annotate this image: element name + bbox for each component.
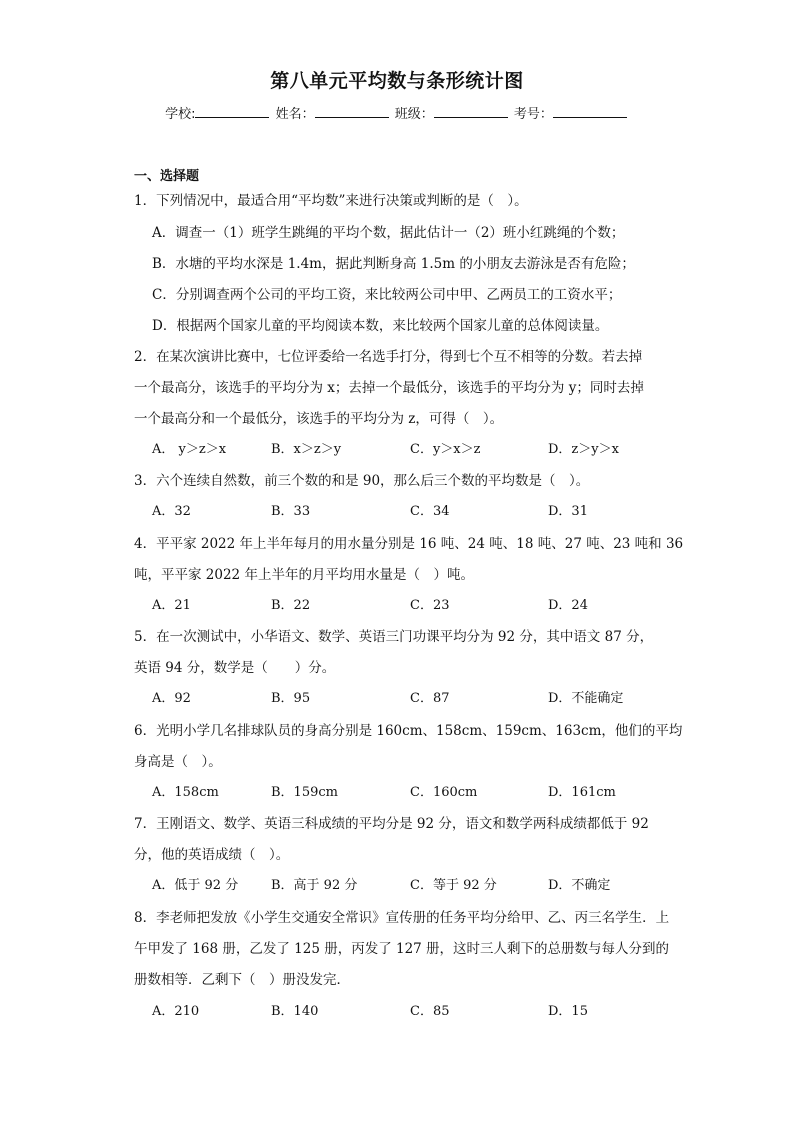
q6-option-c: C．160cm [410,785,478,800]
q5-option-d: D．不能确定 [548,691,624,706]
q8-option-b: B．140 [271,1004,319,1019]
q8-stem-line-1: 8．李老师把发放《小学生交通安全常识》宣传册的任务平均分给甲、乙、丙三名学生．上 [134,910,670,926]
school-blank [195,105,269,118]
q7-option-d: D．不确定 [548,878,611,893]
q2-option-d: D．z＞y＞x [548,442,619,457]
page-title: 第八单元平均数与条形统计图 [270,70,524,92]
q5-option-a: A．92 [152,691,191,706]
q6-option-a: A．158cm [152,785,219,800]
student-info-row [0,103,794,122]
name-blank [315,105,389,118]
q6-option-d: D．161cm [548,785,616,800]
q5-option-c: C．87 [410,691,450,706]
q4-stem-line-2: 吨，平平家 2022 年上半年的月平均用水量是（ ）吨。 [134,567,474,583]
q7-stem-line-2: 分，他的英语成绩（ ）。 [134,847,290,863]
q1-option-a: A．调查一（1）班学生跳绳的平均个数，据此估计一（2）班小红跳绳的个数； [152,225,625,241]
q7-option-c: C．等于 92 分 [410,878,497,893]
q8-stem-line-2: 午甲发了 168 册，乙发了 125 册，丙发了 127 册，这时三人剩下的总册数与每人分到的 [134,941,670,957]
q2-stem-line-1: 2．在某次演讲比赛中，七位评委给一名选手打分，得到七个互不相等的分数。若去掉 [134,349,643,365]
class-blank [434,105,508,118]
q5-stem-line-1: 5．在一次测试中，小华语文、数学、英语三门功课平均分为 92 分，其中语文 87 分， [134,629,654,645]
q6-stem-line-1: 6．光明小学几名排球队员的身高分别是 160cm、158cm、159cm、163cm，他们的平均 [134,723,683,739]
q1-stem: 1．下列情况中，最适合用“平均数”来进行决策或判断的是（ ）。 [134,193,528,209]
q1-option-d: D．根据两个国家儿童的平均阅读本数，来比较两个国家儿童的总体阅读量。 [152,318,609,334]
q2-option-b: B．x＞z＞y [271,442,342,457]
q6-stem-line-2: 身高是（ ）。 [134,754,222,770]
q3-option-c: C．34 [410,504,450,519]
class-label: 班级： [394,107,434,122]
q7-option-b: B．高于 92 分 [271,878,358,893]
q3-option-b: B．33 [271,504,311,519]
q1-option-c: C．分别调查两个公司的平均工资，来比较两公司中甲、乙两员工的工资水平； [152,287,622,303]
q4-option-c: C．23 [410,598,450,613]
q8-option-a: A．210 [152,1004,200,1019]
q2-stem-line-2: 一个最高分，该选手的平均分为 x；去掉一个最低分，该选手的平均分为 y；同时去掉 [134,380,644,396]
q4-stem-line-1: 4．平平家 2022 年上半年每月的用水量分别是 16 吨、24 吨、18 吨、27 吨、23 吨和 36 [134,536,684,552]
q8-stem-line-3: 册数相等．乙剩下（ ）册没发完． [134,972,350,988]
q8-option-c: C．85 [410,1004,450,1019]
section-heading: 一、选择题 [134,169,200,184]
q3-option-d: D．31 [548,504,588,519]
school-label: 学校: [165,107,196,122]
q5-option-b: B．95 [271,691,311,706]
q4-option-d: D．24 [548,598,588,613]
q3-option-a: A．32 [152,504,191,519]
q4-option-b: B．22 [271,598,311,613]
q2-option-c: C．y＞x＞z [410,442,481,457]
q5-stem-line-2: 英语 94 分，数学是（ ）分。 [134,660,336,676]
number-blank [553,105,627,118]
q4-option-a: A．21 [152,598,191,613]
name-label: 姓名： [275,107,315,122]
q2-option-a: A． y＞z＞x [152,442,227,457]
q7-stem-line-1: 7．王刚语文、数学、英语三科成绩的平均分是 92 分，语文和数学两科成绩都低于 92 [134,816,649,832]
number-label: 考号： [513,107,553,122]
q6-option-b: B．159cm [271,785,338,800]
q2-stem-line-3: 一个最高分和一个最低分，该选手的平均分为 z，可得（ ）。 [134,411,504,427]
q8-option-d: D．15 [548,1004,588,1019]
q7-option-a: A．低于 92 分 [152,878,239,893]
q3-stem: 3．六个连续自然数，前三个数的和是 90，那么后三个数的平均数是（ ）。 [134,473,590,489]
q1-option-b: B．水塘的平均水深是 1.4m，据此判断身高 1.5m 的小朋友去游泳是否有危险； [152,256,635,272]
